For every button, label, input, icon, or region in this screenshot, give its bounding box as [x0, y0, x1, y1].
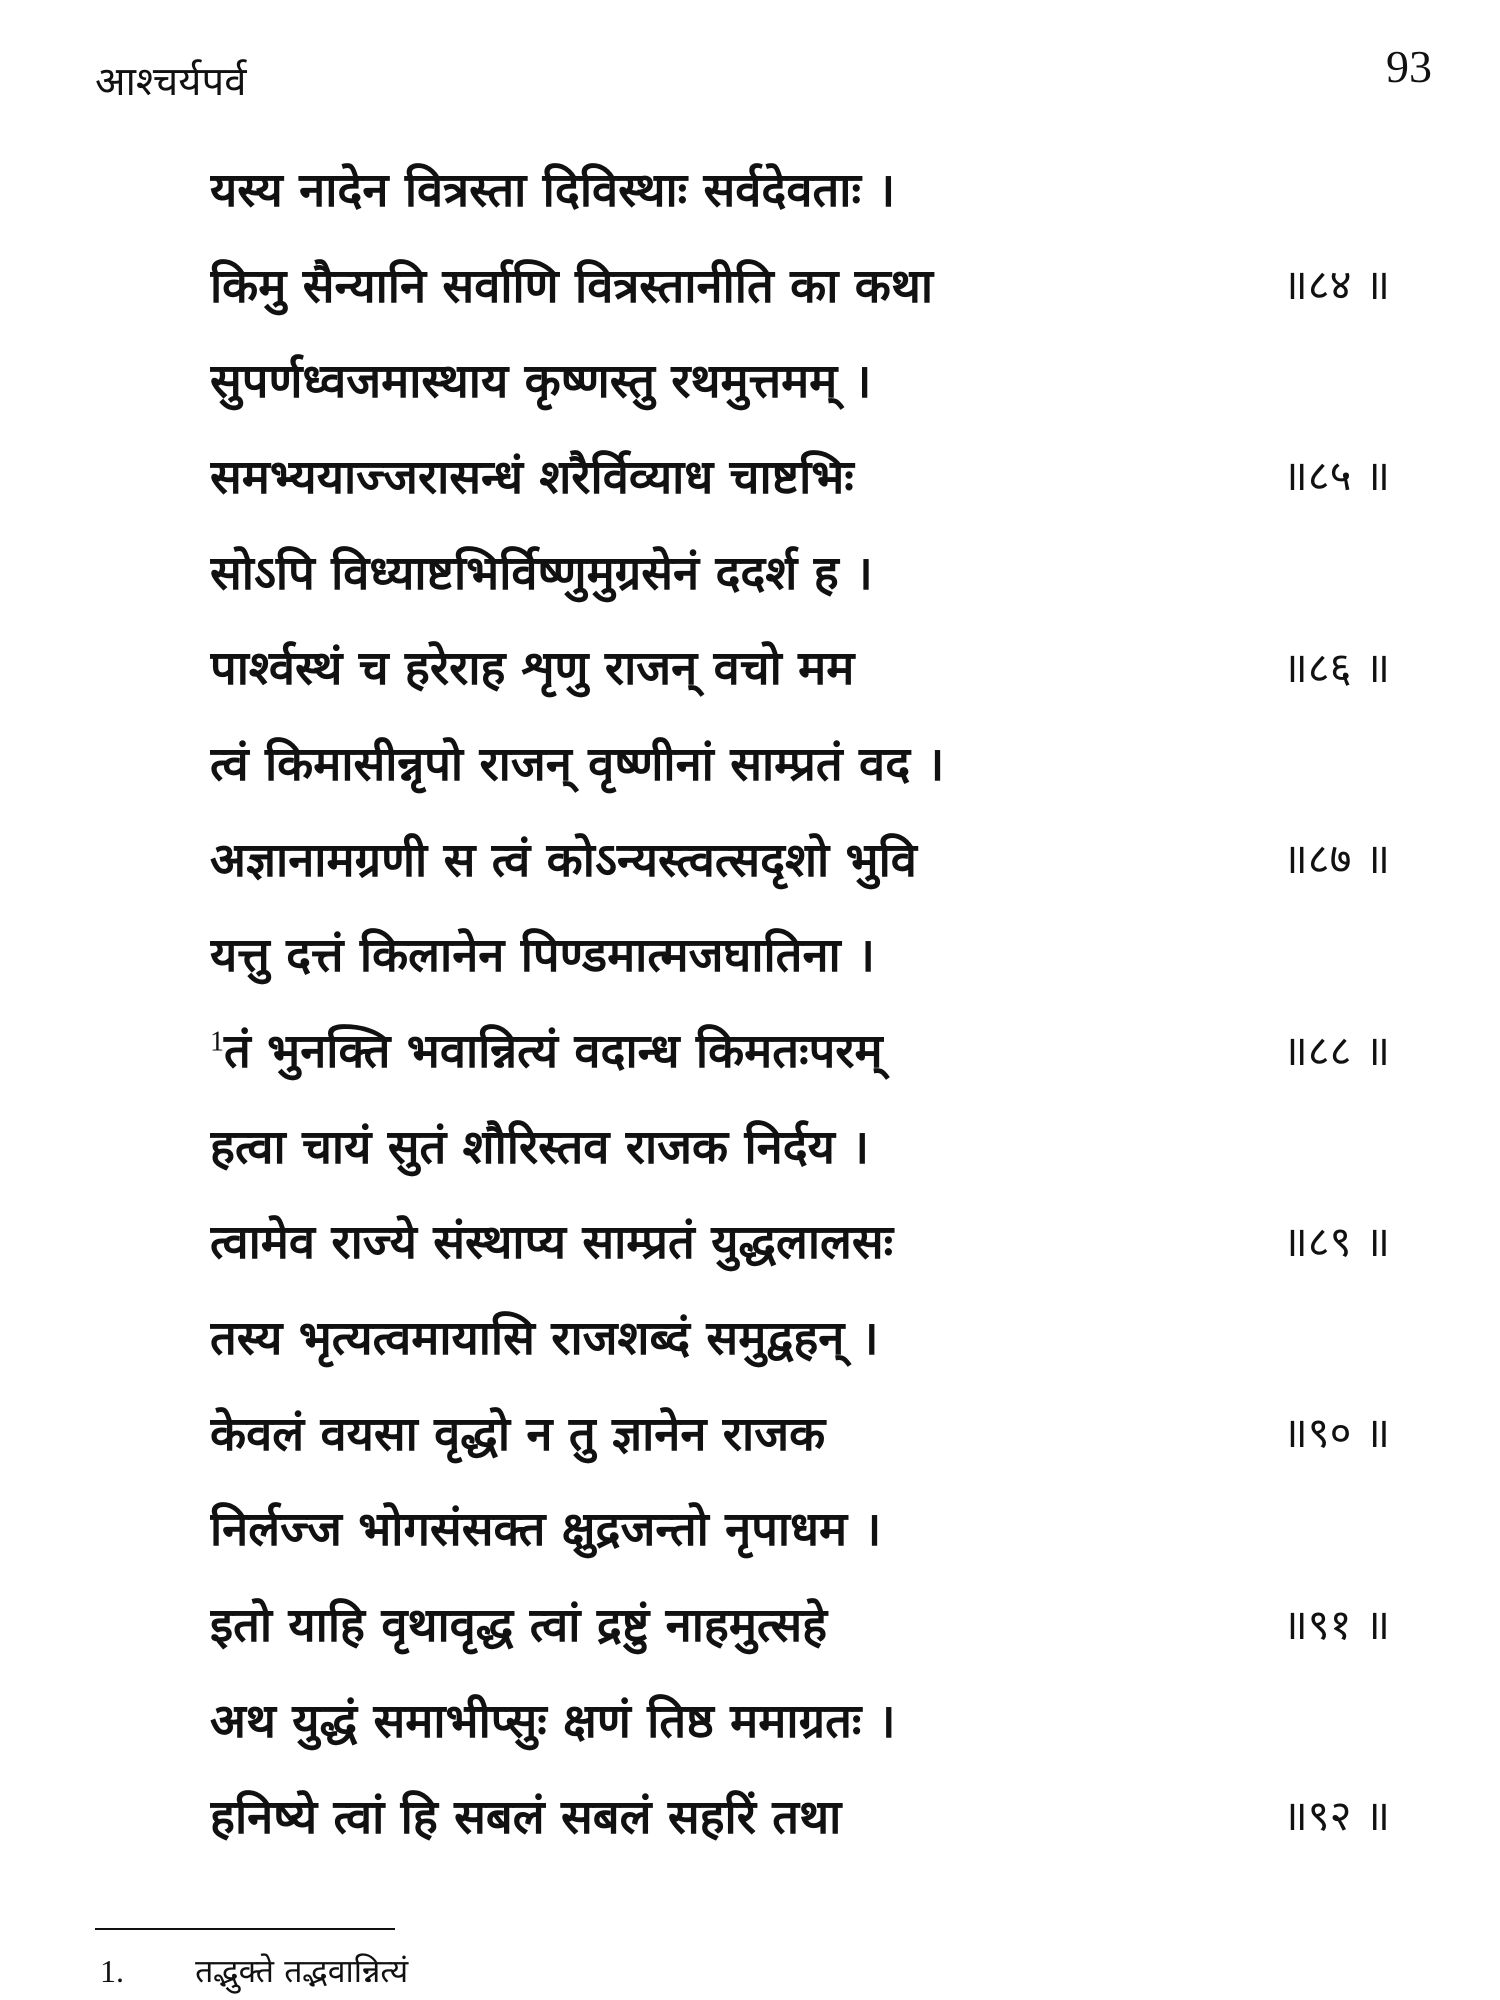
verse-text: इतो याहि वृथावृद्ध त्वां द्रष्टुं नाहमुत्सहे [210, 1598, 828, 1654]
footnote-text: तद्भुक्ते तद्भवान्नित्यं [195, 1952, 409, 1990]
verse-text: सोऽपि विध्याष्टभिर्विष्णुमुग्रसेनं ददर्श ह । [210, 545, 873, 601]
verse-text: तं भुनक्ति भवान्नित्यं वदान्ध किमतःपरम् [224, 1024, 883, 1080]
verse-line [210, 1097, 1390, 1193]
verse-text: तस्य भृत्यत्वमायासि राजशब्दं समुद्वहन् । [210, 1311, 879, 1367]
verse-text: केवलं वयसा वृद्धो न तु ज्ञानेन राजक [210, 1406, 826, 1462]
verse-line [210, 1480, 1390, 1576]
verse-text: यस्य नादेन वित्रस्ता दिविस्थाः सर्वदेवताः । [210, 162, 896, 218]
verse-number: ॥९२ ॥ [1282, 1791, 1390, 1841]
verse-line [210, 1384, 1390, 1480]
verse-line [210, 331, 1390, 427]
verse-line [210, 906, 1390, 1002]
verse-text: अज्ञानामग्रणी स त्वं कोऽन्यस्त्वत्सदृशो भुवि [210, 832, 917, 888]
verse-line [210, 1575, 1390, 1671]
verse-text: हनिष्ये त्वां हि सबलं सबलं सहरिं तथा [210, 1789, 842, 1845]
verse-line [210, 427, 1390, 523]
verse-text: त्वामेव राज्ये संस्थाप्य साम्प्रतं युद्धलालसः [210, 1215, 894, 1271]
verse-block [210, 140, 1390, 1862]
verse-number: ॥८५ ॥ [1282, 451, 1390, 501]
verse-text: किमु सैन्यानि सर्वाणि वित्रस्तानीति का कथा [210, 258, 934, 314]
footnote-divider [95, 1928, 395, 1930]
verse-line [210, 714, 1390, 810]
verse-number: ॥८९ ॥ [1282, 1216, 1390, 1266]
verse-text: हत्वा चायं सुतं शौरिस्तव राजक निर्दय । [210, 1119, 870, 1175]
verse-text: निर्लज्ज भोगसंसक्त क्षुद्रजन्तो नृपाधम । [210, 1502, 882, 1558]
verse-number: ॥८४ ॥ [1282, 260, 1390, 310]
page-number: 93 [1386, 41, 1432, 92]
verse-text: समभ्ययाज्जरासन्धं शरैर्विव्याध चाष्टभिः [210, 449, 854, 505]
verse-text-with-footnote [210, 1017, 1390, 1081]
verse-number: ॥८६ ॥ [1282, 642, 1390, 692]
verse-line [210, 1001, 1390, 1097]
footnote-marker: 1 [210, 1026, 224, 1058]
verse-line [210, 1288, 1390, 1384]
footnote [100, 1952, 409, 1990]
verse-text: अथ युद्धं समाभीप्सुः क्षणं तिष्ठ ममाग्रतः । [210, 1693, 896, 1749]
verse-line [210, 1193, 1390, 1289]
verse-line [210, 140, 1390, 236]
verse-number: ॥८७ ॥ [1282, 834, 1390, 884]
verse-number: ॥९१ ॥ [1282, 1599, 1390, 1649]
running-title: आश्चर्यपर्व [95, 59, 247, 105]
verse-number: ॥९० ॥ [1282, 1408, 1390, 1458]
verse-line [210, 236, 1390, 332]
verse-text: त्वं किमासीन्नृपो राजन् वृष्णीनां साम्प्रतं वद । [210, 736, 945, 792]
verse-line [210, 1671, 1390, 1767]
verse-text: पार्श्वस्थं च हरेराह शृणु राजन् वचो मम [210, 641, 855, 697]
verse-line [210, 618, 1390, 714]
verse-line [210, 1767, 1390, 1863]
verse-line [210, 810, 1390, 906]
verse-text: सुपर्णध्वजमास्थाय कृष्णस्तु रथमुत्तमम् । [210, 354, 872, 410]
verse-text: यत्तु दत्तं किलानेन पिण्डमात्मजघातिना । [210, 928, 875, 984]
verse-line [210, 523, 1390, 619]
footnote-number: 1. [100, 1953, 124, 1989]
verse-number: ॥८८ ॥ [1282, 1025, 1390, 1075]
